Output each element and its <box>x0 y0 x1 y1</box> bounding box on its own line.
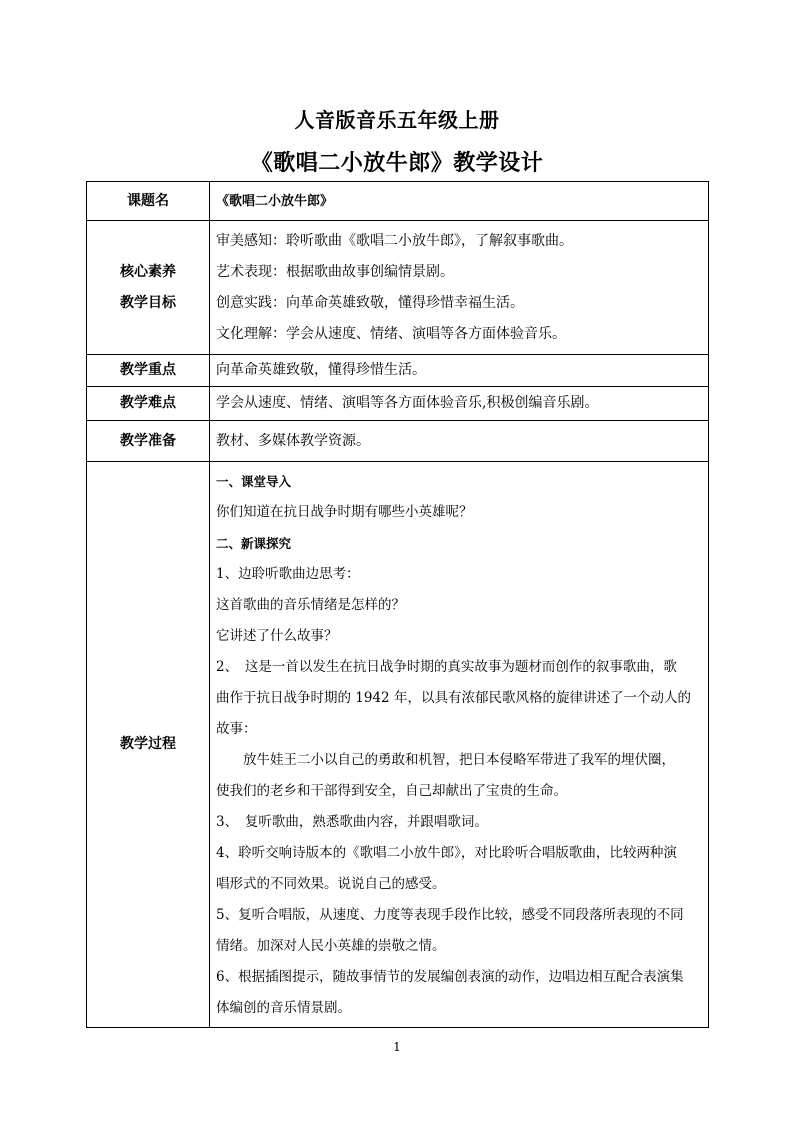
process-text: 4、聆听交响诗版本的《歌唱二小放牛郎》，对比聆听合唱版歌曲，比较两种演 <box>216 844 677 861</box>
goal-item: 艺术表现：根据歌曲故事创编情景剧。 <box>216 263 454 280</box>
table-row-focus <box>87 355 709 387</box>
goal-item: 审美感知：聆听歌曲《歌唱二小放牛郎》，了解叙事歌曲。 <box>216 232 573 249</box>
table-row-topic <box>87 182 709 221</box>
process-text: 你们知道在抗日战争时期有哪些小英雄呢？ <box>216 503 473 520</box>
process-text: 2、 这是一首以发生在抗日战争时期的真实故事为题材而创作的叙事歌曲，歌 <box>216 658 677 675</box>
process-text: 这首歌曲的音乐情绪是怎样的？ <box>216 596 405 613</box>
difficulty-value: 学会从速度、情绪、演唱等各方面体验音乐,积极创编音乐剧。 <box>210 387 709 421</box>
table-row-difficulty <box>87 387 709 421</box>
table-row-goals <box>87 221 709 355</box>
lesson-plan-table <box>86 181 709 1028</box>
goal-item: 创意实践：向革命英雄致敬，懂得珍惜幸福生活。 <box>216 294 524 311</box>
difficulty-label: 教学难点 <box>87 387 210 421</box>
process-text: 唱形式的不同效果。说说自己的感受。 <box>216 875 446 892</box>
process-text: 6、根据插图提示，随故事情节的发展编创表演的动作，边唱边相互配合表演集 <box>216 968 684 985</box>
focus-value: 向革命英雄致敬，懂得珍惜生活。 <box>210 355 709 387</box>
page-number: 1 <box>393 1040 401 1054</box>
process-content <box>210 462 709 1028</box>
process-text: 3、 复听歌曲，熟悉歌曲内容，并跟唱歌词。 <box>216 813 488 830</box>
process-text: 它讲述了什么故事？ <box>216 627 338 644</box>
document-title: 人音版音乐五年级上册 <box>294 108 500 132</box>
goals-label-line2: 教学目标 <box>120 294 176 311</box>
preparation-value: 教材、多媒体教学资源。 <box>210 421 709 462</box>
topic-value: 《歌唱二小放牛郎》 <box>210 182 709 221</box>
topic-label: 课题名 <box>87 182 210 221</box>
process-label: 教学过程 <box>87 462 210 1028</box>
process-text: 1、边聆听歌曲边思考： <box>216 565 360 582</box>
process-text: 5、复听合唱版，从速度、力度等表现手段作比较，感受不同段落所表现的不同 <box>216 906 684 923</box>
process-text: 体编创的音乐情景剧。 <box>216 999 351 1016</box>
process-text: 情绪。加深对人民小英雄的崇敬之情。 <box>216 937 446 954</box>
table-row-process <box>87 462 709 1028</box>
goals-content <box>210 221 709 355</box>
process-text: 故事： <box>216 720 257 737</box>
section-heading: 一、课堂导入 <box>216 473 292 489</box>
preparation-label: 教学准备 <box>87 421 210 462</box>
process-text: 曲作于抗日战争时期的 1942 年，以具有浓郁民歌风格的旋律讲述了一个动人的 <box>216 689 691 706</box>
table-row-preparation <box>87 421 709 462</box>
goals-label <box>87 221 210 355</box>
focus-label: 教学重点 <box>87 355 210 387</box>
process-text: 放牛娃王二小以自己的勇敢和机智，把日本侵略军带进了我军的埋伏圈， <box>243 751 675 768</box>
section-heading: 二、新课探究 <box>216 535 292 551</box>
goal-item: 文化理解：学会从速度、情绪、演唱等各方面体验音乐。 <box>216 325 566 342</box>
process-text: 使我们的老乡和干部得到安全，自己却献出了宝贵的生命。 <box>216 782 567 799</box>
goals-label-line1: 核心素养 <box>120 263 176 280</box>
document-subtitle: 《歌唱二小放牛郎》教学设计 <box>250 150 544 176</box>
